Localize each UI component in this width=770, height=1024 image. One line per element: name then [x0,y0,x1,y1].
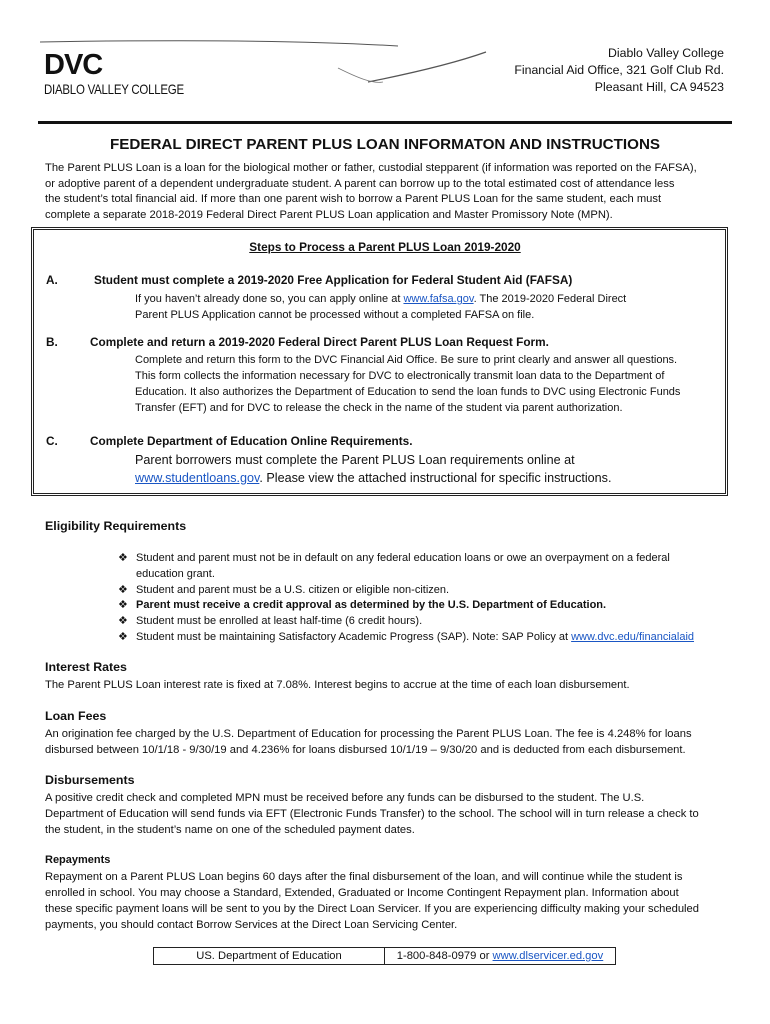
text-line: The Parent PLUS Loan is a loan for the biological mother or father, custodial stepparent (if information was reported on the FAFSA), [45,162,697,174]
text-line: these specific payment loans will be sent to you by the Direct Loan Servicer. If you are experiencing difficulty making your scheduled [45,903,699,915]
diamond-bullet-icon: ❖ [118,630,128,643]
text: Student must be enrolled at least half-time (6 credit hours). [136,615,423,628]
disbursements-paragraph [45,790,725,838]
text-line: Repayment on a Parent PLUS Loan begins 60 days after the final disbursement of the loan, and will continue while the student is [45,871,683,883]
table-row [154,948,616,965]
text-line: Department of Education will send funds via EFT (Electronic Funds Transfer) to the school. The school will in turn release a check to [45,808,699,820]
step-a-heading [94,273,572,289]
step-c-body [135,451,715,487]
list-item [118,551,728,583]
page-title: FEDERAL DIRECT PARENT PLUS LOAN INFORMATON AND INSTRUCTIONS [109,136,661,153]
diamond-bullet-icon: ❖ [118,552,128,564]
list-item [118,598,728,614]
list-item [118,630,728,646]
list-item [118,583,728,599]
text-line: or adoptive parent of a dependent undergraduate student. A parent can borrow up to the total estimated cost of attendance less [45,177,675,190]
address-line: Pleasant Hill, CA 94523 [594,80,724,94]
step-c-letter: C. [46,434,58,448]
text: Parent must receive a credit approval as determined by the U.S. Department of Education. [136,599,607,612]
text-line: Parent borrowers must complete the Parent PLUS Loan requirements online at [135,453,575,467]
list-item [118,614,728,630]
repayments-heading: Repayments [45,854,111,866]
step-b-heading: Complete and return a 2019-2020 Federal Direct Parent PLUS Loan Request Form. [90,335,549,349]
text-line: Complete and return this form to the DVC Financial Aid Office. Be sure to print clearly and answer all questions. [135,354,678,366]
interest-heading: Interest Rates [45,660,127,674]
text: Student must be maintaining Satisfactory Academic Progress (SAP). Note: SAP Policy at [136,630,572,643]
text-line: Education. It also authorizes the Department of Education to send the loan funds to DVC using Electronic Funds [135,386,681,398]
text-line: This form collects the information necessary for DVC to electronically transmit loan data to the Department of [135,370,665,382]
text: 1-800-848-0979 or [396,950,493,962]
text-line: disbursed between 10/1/18 - 9/30/19 and 4.236% for loans disbursed 10/1/19 – 9/30/20 and is deducted from each disbursement. [45,744,686,756]
address-line: Diablo Valley College [608,46,724,60]
step-a-student-word: Student [94,273,138,287]
step-a-body [135,291,695,323]
servicer-phone-cell [385,948,616,965]
text-line: the student, in the student’s name on one of the scheduled payment dates. [45,824,415,836]
disbursements-heading: Disbursements [45,773,135,787]
header-rule [38,121,732,124]
fafsa-link[interactable]: www.fafsa.gov [403,293,474,305]
office-address [514,45,724,96]
logo-college-name: DIABLO VALLEY COLLEGE [44,81,184,97]
text-line: Student and parent must not be in default on any federal education loans or owe an overpayment on a federal [136,552,670,564]
eligibility-list [118,551,728,646]
text-line: the student’s total financial aid. If more than one parent wish to borrow a Parent PLUS Loan for the same student, each must [45,193,662,205]
interest-paragraph [45,677,725,693]
text: If you haven’t already done so, you can apply online at [135,293,404,305]
step-b-body [135,352,715,416]
text-line: The Parent PLUS Loan interest rate is fixed at 7.08%. Interest begins to accrue at the time of each loan disbursement. [45,679,630,691]
text-line: payments, you should contact Borrow Services at the Direct Loan Servicing Center. [45,919,458,931]
diamond-bullet-icon: ❖ [118,615,128,628]
diamond-bullet-icon: ❖ [118,583,128,596]
text-line: Transfer (EFT) and for DVC to release the check in the name of the student via parent authorization. [135,402,623,414]
step-b-letter: B. [46,335,58,349]
text: . Please view the attached instructional for specific instructions. [259,471,612,485]
dlservicer-link[interactable]: www.dlservicer.ed.gov [492,950,604,962]
loan-fees-heading: Loan Fees [45,709,107,723]
studentloans-link[interactable]: www.studentloans.gov [135,471,260,485]
servicer-org-cell: US. Department of Education [154,948,385,965]
step-c-heading: Complete Department of Education Online Requirements. [90,434,413,448]
loan-fees-paragraph [45,726,725,758]
intro-paragraph [45,161,725,223]
text: Student and parent must be a U.S. citizen or eligible non-citizen. [136,583,450,596]
text-line: An origination fee charged by the U.S. Department of Education for processing the Parent PLUS Loan. The fee is 4.248% for loans [45,728,692,740]
text-line: enrolled in school. You may choose a Standard, Extended, Graduated or Income Contingent Repayment plan. Information about [45,887,679,899]
diamond-bullet-icon: ❖ [118,599,128,612]
text-line: A positive credit check and completed MPN must be received before any funds can be disbursed to the student. The U.S. [45,792,645,804]
address-line: Financial Aid Office, 321 Golf Club Rd. [514,63,724,77]
steps-title: Steps to Process a Parent PLUS Loan 2019-2020 [249,240,521,254]
text-line: Parent PLUS Application cannot be processed without a completed FAFSA on file. [135,309,535,321]
logo-dvc: DVC [44,49,103,81]
eligibility-heading: Eligibility Requirements [45,519,187,533]
servicer-contact-table [153,947,616,965]
step-a-heading-text: must complete a 2019-2020 Free Application for Federal Student Aid (FAFSA) [137,273,573,287]
text-line: complete a separate 2018-2019 Federal Direct Parent PLUS Loan application and Master Promissory Note (MPN). [45,208,613,221]
repayments-paragraph [45,869,725,933]
step-a-letter: A. [46,273,58,287]
sap-policy-link[interactable]: www.dvc.edu/financialaid [571,630,695,643]
text-line: education grant. [136,567,215,580]
text: . The 2019-2020 Federal Direct [473,293,627,305]
